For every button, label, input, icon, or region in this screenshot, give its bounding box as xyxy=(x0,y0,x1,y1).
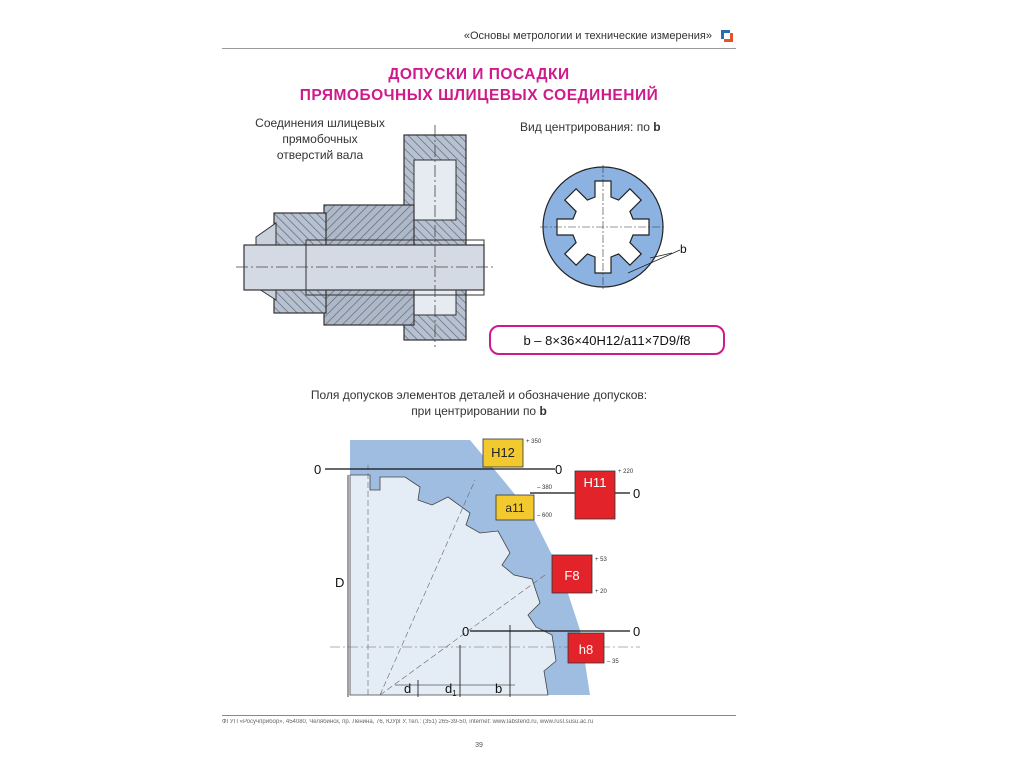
tolerance-diagram xyxy=(300,425,645,710)
assembly-drawing xyxy=(236,125,496,350)
header-course-title: «Основы метрологии и технические измерения» xyxy=(463,30,712,42)
zero-label-left: 0 xyxy=(314,462,322,477)
field-a11-label: a11 xyxy=(505,501,525,515)
section2-line2-b: b xyxy=(539,404,547,418)
assembly-caption-line1: Соединения шлицевых xyxy=(255,116,385,130)
field-F8-lower: + 20 xyxy=(595,589,607,595)
zero-label-mid: 0 xyxy=(555,462,563,477)
section2-line1: Поля допусков элементов деталей и обозначение допусков: xyxy=(310,388,648,402)
zero-label-lower-left: 0 xyxy=(462,624,470,639)
section2-line2 xyxy=(222,403,736,419)
page-number: 39 xyxy=(475,742,483,749)
designation-box xyxy=(489,325,725,355)
spline-section-drawing xyxy=(540,165,700,295)
field-H12-label: H12 xyxy=(491,445,515,460)
section2-line2-text: при центрировании по xyxy=(411,404,540,418)
dim-b: b xyxy=(495,681,503,696)
centering-caption-b: b xyxy=(653,120,661,134)
centering-caption xyxy=(520,120,661,134)
page-title-line2: ПРЯМОБОЧНЫХ ШЛИЦЕВЫХ СОЕДИНЕНИЙ xyxy=(299,87,659,104)
field-h8-label: h8 xyxy=(578,642,594,657)
dim-D: D xyxy=(335,575,345,590)
field-F8-label: F8 xyxy=(564,568,580,583)
field-h8-lower: – 35 xyxy=(607,659,619,665)
dim-d1-main: d xyxy=(445,681,453,696)
field-F8-upper: + 53 xyxy=(595,557,607,563)
section2-caption xyxy=(222,387,736,419)
assembly-caption-line3: отверстий вала xyxy=(276,148,364,162)
assembly-caption-line2: прямобочных xyxy=(282,132,358,146)
field-H11-upper: + 220 xyxy=(618,469,634,475)
footer-text: ФГУП «Росучприбор», 454080, Челябинск, пр. Ленина, 76, ЮУрГУ, тел.: (351) 265-39-50, internet: www.labstend.ru, www.rusl.susu.ac.ru xyxy=(222,719,594,725)
zero-label-right: 0 xyxy=(633,486,641,501)
dim-d1-sub: 1 xyxy=(452,689,457,698)
footer-rule xyxy=(222,715,736,716)
field-a11-upper: – 380 xyxy=(537,485,553,491)
field-a11-lower: – 600 xyxy=(537,513,553,519)
zero-label-lower-right: 0 xyxy=(633,624,641,639)
centering-dim-b: b xyxy=(680,242,687,256)
header-rule xyxy=(222,48,736,49)
field-H12-upper: + 350 xyxy=(526,439,542,445)
page-title-line1: ДОПУСКИ И ПОСАДКИ xyxy=(388,66,570,83)
field-H11-label: H11 xyxy=(583,475,607,490)
designation-text: b – 8×36×40H12/a11×7D9/f8 xyxy=(523,333,691,348)
centering-caption-text: Вид центрирования: по xyxy=(520,120,654,134)
shaft xyxy=(244,245,484,290)
dim-d: d xyxy=(404,681,412,696)
publisher-logo-icon xyxy=(719,28,735,44)
